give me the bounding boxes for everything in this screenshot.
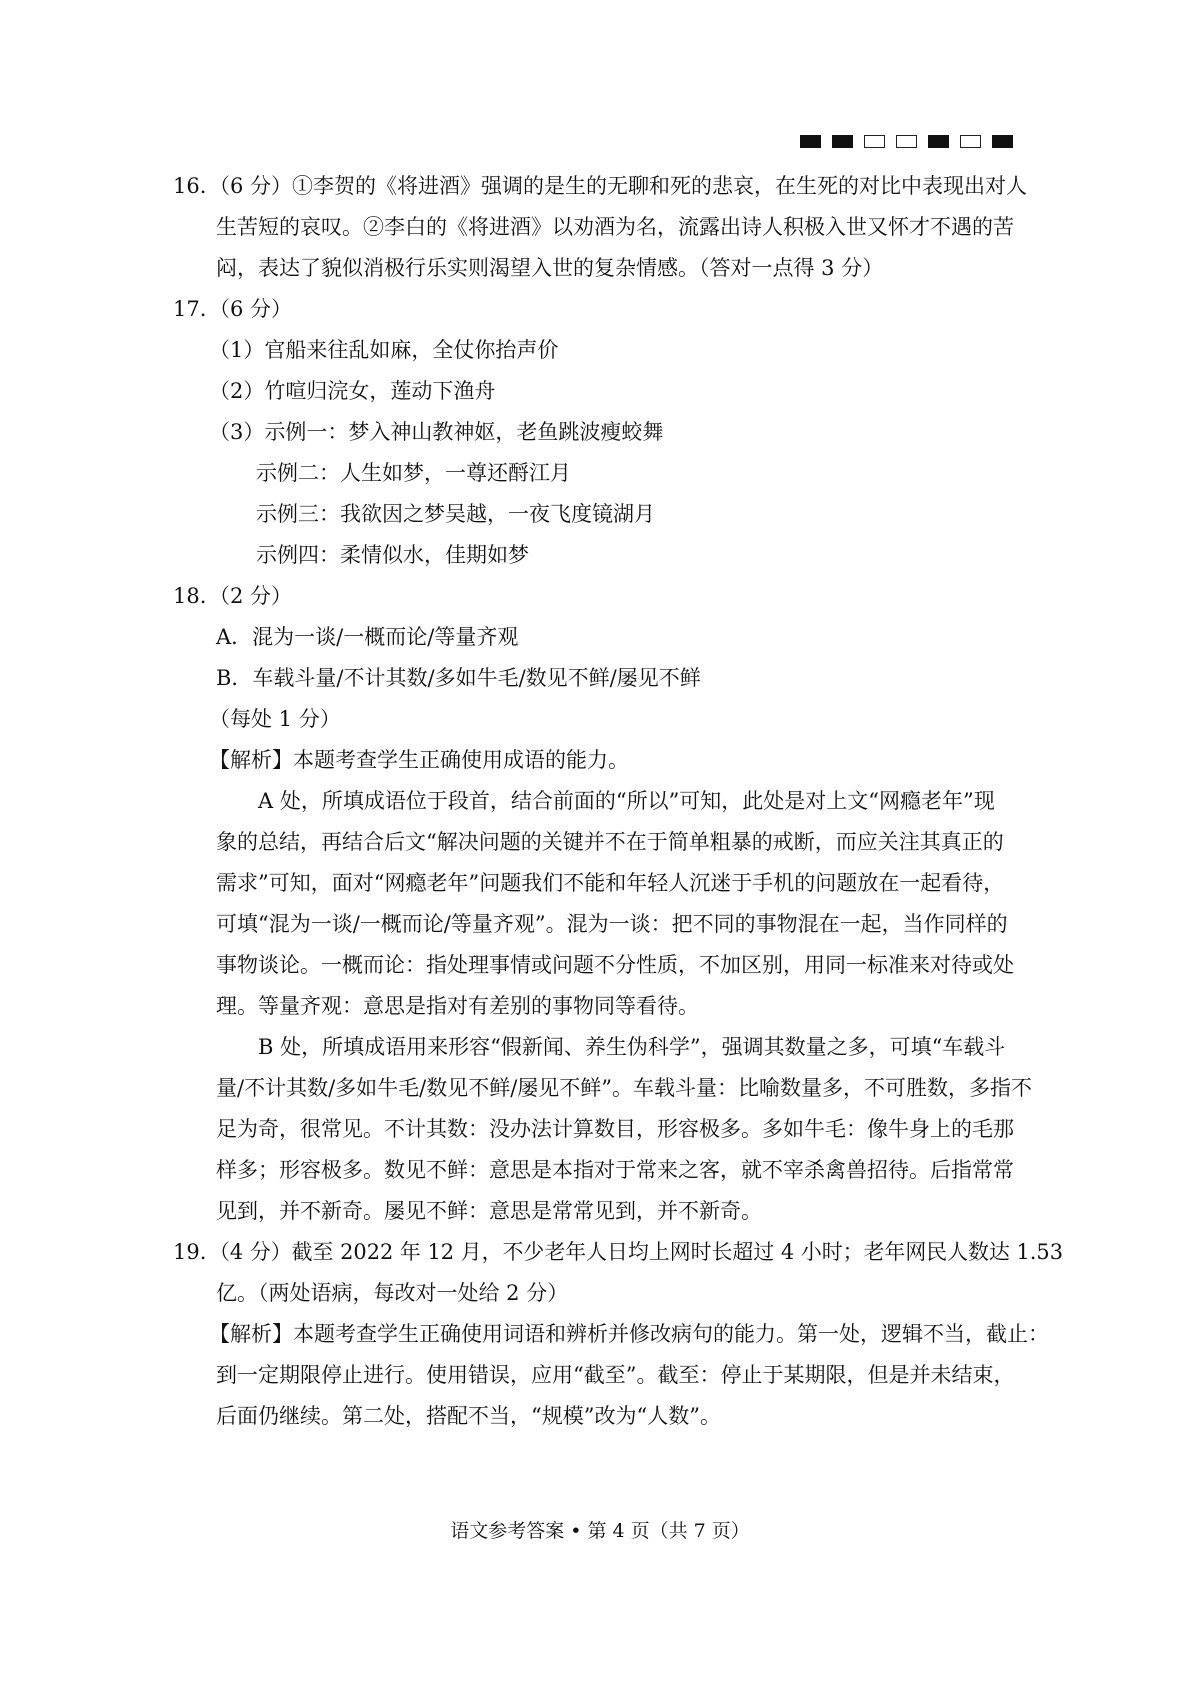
q19-analysis-line: 后面仍继续。第二处，搭配不当，“规模”改为“人数”。 [216,1404,721,1428]
q18-para-a-line: 象的总结，再结合后文“解决问题的关键并不在于简单粗暴的戒断，而应关注其真正的 [216,830,1004,854]
header-mark-filled [992,135,1013,148]
header-mark-filled [832,135,853,148]
q18-para-a-line: 事物谈论。一概而论：指处理事情或问题不分性质，不加区别，用同一标准来对待或处 [216,953,1014,977]
q18-per-item: （每处 1 分） [209,707,341,731]
page-footer: 语文参考答案 • 第 4 页（共 7 页） [450,1520,750,1542]
q17-example: 示例二：人生如梦，一尊还酹江月 [256,461,571,485]
q19-line: 亿。（两处语病，每改对一处给 2 分） [216,1281,569,1305]
q18-para-a-line: A 处，所填成语位于段首，结合前面的“所以”可知，此处是对上文“网瘾老年”现 [258,789,995,813]
q17-number: 17. [173,297,207,321]
q19-number: 19. [173,1240,207,1264]
q19-analysis-line: 【解析】本题考查学生正确使用词语和辨析并修改病句的能力。第一处，逻辑不当，截止： [209,1322,1049,1346]
q17-item: （2）竹喧归浣女，莲动下渔舟 [209,379,496,403]
header-mark-empty [896,135,917,148]
q17-item: （3）示例一：梦入神山教神妪，老鱼跳波瘦蛟舞 [209,420,664,444]
q16-line: 闷，表达了貌似消极行乐实则渴望入世的复杂情感。（答对一点得 3 分） [216,256,884,280]
q19-analysis-line: 到一定期限停止进行。使用错误，应用“截至”。截至：停止于某期限，但是并未结束， [216,1363,1015,1387]
header-mark-empty [864,135,885,148]
q16-line: （6 分）①李贺的《将进酒》强调的是生的无聊和死的悲哀，在生死的对比中表现出对人 [209,174,1028,198]
header-mark-filled [800,135,821,148]
q17-item: （1）官船来往乱如麻，全仗你抬声价 [209,338,559,362]
q18-para-b-line: 足为奇，很常见。不计其数：没办法计算数目，形容极多。多如牛毛：像牛身上的毛那 [216,1117,1014,1141]
header-marks [800,135,1013,148]
q17-score: （6 分） [209,297,293,321]
q17-example: 示例三：我欲因之梦吴越，一夜飞度镜湖月 [256,502,655,526]
q16-line: 生苦短的哀叹。②李白的《将进酒》以劝酒为名，流露出诗人积极入世又怀才不遇的苦 [216,215,1014,239]
q16-number: 16. [173,174,207,198]
q18-para-a-line: 需求”可知，面对“网瘾老年”问题我们不能和年轻人沉迷于手机的问题放在一起看待， [216,871,1005,895]
q18-para-b-line: 样多；形容极多。数见不鲜：意思是本指对于常来之客，就不宰杀禽兽招待。后指常常 [216,1158,1014,1182]
q18-para-b-line: 量/不计其数/多如牛毛/数见不鲜/屡见不鲜”。车载斗量：比喻数量多，不可胜数，多指不 [216,1076,1033,1100]
q18-para-a-line: 可填“混为一谈/一概而论/等量齐观”。混为一谈：把不同的事物混在一起，当作同样的 [216,912,1008,936]
q18-para-b-line: 见到，并不新奇。屡见不鲜：意思是常常见到，并不新奇。 [216,1199,762,1223]
q17-example: 示例四：柔情似水，佳期如梦 [256,543,529,567]
q19-line: （4 分）截至 2022 年 12 月，不少老年人日均上网时长超过 4 小时；老年网民人数达 1.53 [209,1240,1064,1264]
q18-para-a-line: 理。等量齐观：意思是指对有差别的事物同等看待。 [216,994,699,1018]
q18-score: （2 分） [209,584,293,608]
header-mark-empty [960,135,981,148]
q18-answer: A．混为一谈/一概而论/等量齐观 [216,625,519,649]
q18-number: 18. [173,584,207,608]
q18-para-b-line: B 处，所填成语用来形容“假新闻、养生伪科学”，强调其数量之多，可填“车载斗 [258,1035,1006,1059]
q18-answer: B．车载斗量/不计其数/多如牛毛/数见不鲜/屡见不鲜 [216,666,701,690]
header-mark-filled [928,135,949,148]
q18-analysis-title: 【解析】本题考查学生正确使用成语的能力。 [209,748,629,772]
